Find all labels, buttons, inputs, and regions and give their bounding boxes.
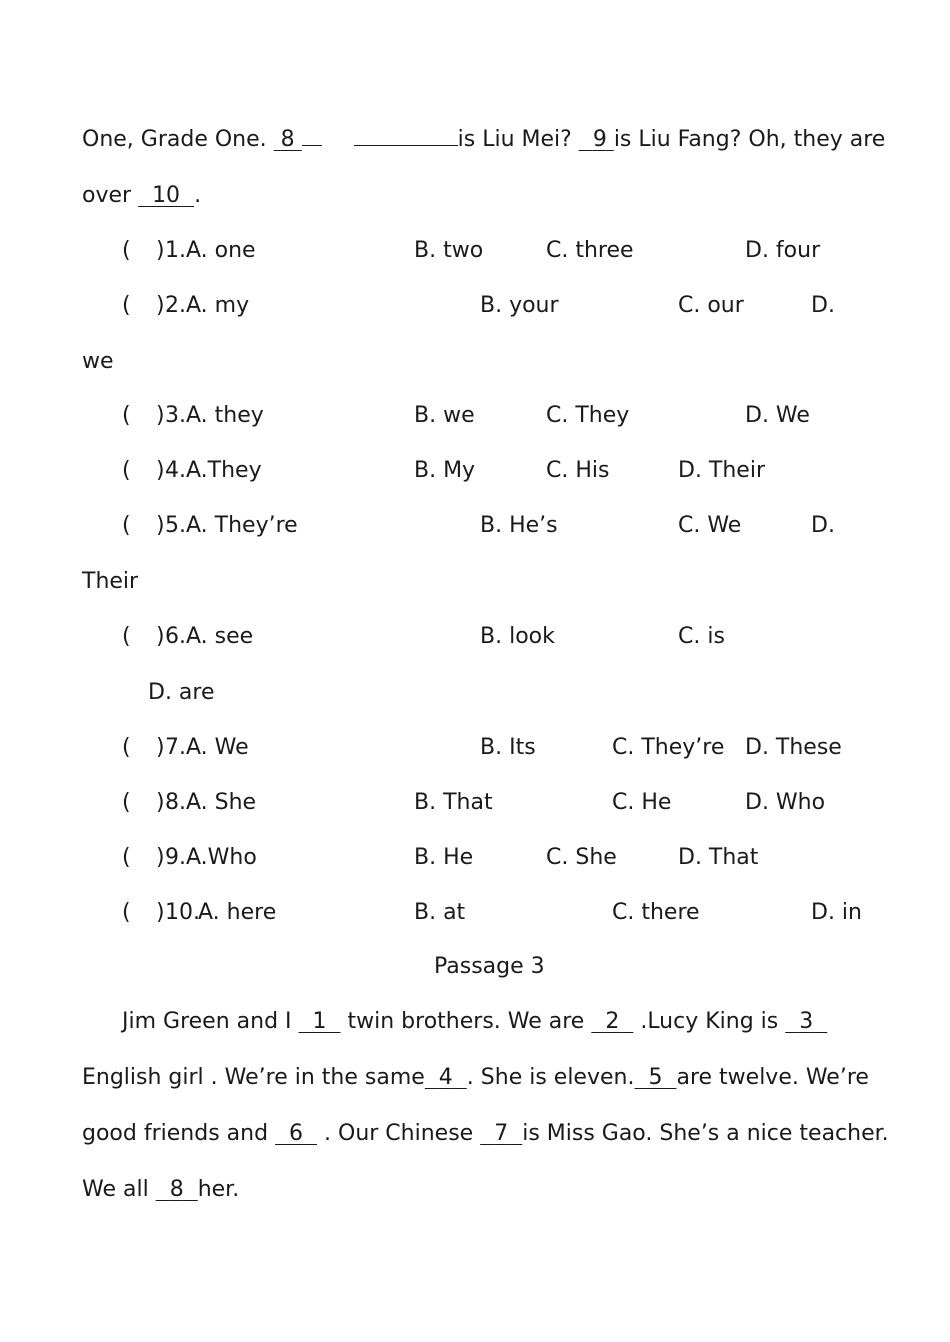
option-d: D. are bbox=[148, 680, 215, 705]
answer-bracket-open: ( bbox=[122, 790, 131, 815]
blank-9: 9 bbox=[592, 127, 607, 152]
blank-1: 1 bbox=[312, 1009, 327, 1034]
text: . Our Chinese bbox=[317, 1121, 481, 1146]
answer-bracket-close: ) bbox=[156, 513, 165, 538]
text: . She is eleven. bbox=[466, 1065, 635, 1090]
question-number: 1. bbox=[165, 238, 186, 263]
passage2-line-2 bbox=[82, 181, 201, 211]
option-d: D. bbox=[811, 513, 835, 538]
option-b: B. at bbox=[414, 900, 466, 925]
option-c: C. our bbox=[678, 293, 744, 318]
answer-bracket-close: ) bbox=[156, 735, 165, 760]
question-number: 5. bbox=[165, 513, 186, 538]
option-d-continued: Their bbox=[82, 569, 139, 594]
blank-8: 8 bbox=[169, 1177, 184, 1202]
option-c: C. She bbox=[546, 845, 617, 870]
answer-bracket-open: ( bbox=[122, 293, 131, 318]
option-d-continued: we bbox=[82, 349, 114, 374]
option-a: A. see bbox=[186, 624, 254, 649]
text: twin brothers. We are bbox=[340, 1009, 592, 1034]
option-d: D. Their bbox=[678, 458, 766, 483]
blank-2: 2 bbox=[605, 1009, 620, 1034]
question-number: 10. bbox=[165, 900, 200, 925]
answer-bracket-close: ) bbox=[156, 458, 165, 483]
blank-5: 5 bbox=[648, 1065, 663, 1090]
answer-bracket-close: ) bbox=[156, 293, 165, 318]
option-d: D. four bbox=[745, 238, 821, 263]
answer-bracket-close: ) bbox=[156, 238, 165, 263]
text: over bbox=[82, 183, 139, 208]
passage3-line-3 bbox=[82, 1119, 889, 1149]
option-d: D. in bbox=[811, 900, 862, 925]
blank-line bbox=[302, 125, 322, 146]
answer-bracket-close: ) bbox=[156, 900, 165, 925]
blank-4: 4 bbox=[438, 1065, 453, 1090]
option-d: D. That bbox=[678, 845, 759, 870]
passage2-line-1 bbox=[82, 125, 885, 155]
blank-10: 10 bbox=[152, 183, 181, 208]
answer-bracket-open: ( bbox=[122, 403, 131, 428]
answer-bracket-close: ) bbox=[156, 624, 165, 649]
question-number: 4. bbox=[165, 458, 186, 483]
text: One, Grade One. bbox=[82, 127, 274, 152]
option-d: D. We bbox=[745, 403, 810, 428]
text: is Liu Fang? Oh, they are bbox=[613, 127, 886, 152]
option-b: B. Its bbox=[480, 735, 536, 760]
option-c: C. He bbox=[612, 790, 672, 815]
option-b: B. your bbox=[480, 293, 559, 318]
passage3-line-4 bbox=[82, 1175, 239, 1205]
option-b: B. two bbox=[414, 238, 484, 263]
passage3-line-2 bbox=[82, 1063, 869, 1093]
answer-bracket-open: ( bbox=[122, 735, 131, 760]
text: . bbox=[194, 183, 202, 208]
answer-bracket-open: ( bbox=[122, 513, 131, 538]
option-d: D. bbox=[811, 293, 835, 318]
option-a: A. They’re bbox=[186, 513, 298, 538]
question-number: 7. bbox=[165, 735, 186, 760]
question-number: 2. bbox=[165, 293, 186, 318]
option-b: B. we bbox=[414, 403, 475, 428]
answer-bracket-open: ( bbox=[122, 458, 131, 483]
question-number: 3. bbox=[165, 403, 186, 428]
text: is Liu Mei? bbox=[457, 127, 579, 152]
text: is Miss Gao. She’s a nice teacher. bbox=[522, 1121, 889, 1146]
text: Jim Green and I bbox=[122, 1009, 299, 1034]
text: good friends and bbox=[82, 1121, 276, 1146]
option-a: A. they bbox=[186, 403, 264, 428]
blank-3: 3 bbox=[799, 1009, 814, 1034]
option-c: C. His bbox=[546, 458, 610, 483]
option-a: A. We bbox=[186, 735, 249, 760]
option-c: C. They’re bbox=[612, 735, 725, 760]
option-a: A.Who bbox=[186, 845, 257, 870]
passage3-line-1 bbox=[122, 1007, 827, 1037]
answer-bracket-close: ) bbox=[156, 403, 165, 428]
text: her. bbox=[197, 1177, 240, 1202]
option-b: B. That bbox=[414, 790, 493, 815]
option-b: B. He bbox=[414, 845, 474, 870]
option-b: B. look bbox=[480, 624, 555, 649]
option-b: B. He’s bbox=[480, 513, 558, 538]
question-number: 6. bbox=[165, 624, 186, 649]
answer-bracket-open: ( bbox=[122, 845, 131, 870]
question-number: 8. bbox=[165, 790, 186, 815]
answer-bracket-open: ( bbox=[122, 238, 131, 263]
option-a: A. one bbox=[186, 238, 256, 263]
option-c: C. three bbox=[546, 238, 634, 263]
option-c: C. They bbox=[546, 403, 630, 428]
option-c: C. We bbox=[678, 513, 742, 538]
answer-bracket-close: ) bbox=[156, 790, 165, 815]
blank-8: 8 bbox=[280, 127, 295, 152]
question-number: 9. bbox=[165, 845, 186, 870]
answer-bracket-open: ( bbox=[122, 900, 131, 925]
option-d: D. Who bbox=[745, 790, 826, 815]
text: English girl . We’re in the same bbox=[82, 1065, 425, 1090]
blank-7: 7 bbox=[494, 1121, 509, 1146]
text: are twelve. We’re bbox=[676, 1065, 869, 1090]
passage3-title: Passage 3 bbox=[434, 954, 545, 979]
option-a: A. She bbox=[186, 790, 257, 815]
option-d: D. These bbox=[745, 735, 842, 760]
option-a: A.They bbox=[186, 458, 262, 483]
answer-bracket-open: ( bbox=[122, 624, 131, 649]
option-c: C. is bbox=[678, 624, 725, 649]
blank-line bbox=[354, 125, 458, 146]
option-a: A. my bbox=[186, 293, 250, 318]
text: .Lucy King is bbox=[633, 1009, 786, 1034]
option-b: B. My bbox=[414, 458, 476, 483]
option-a: A. here bbox=[198, 900, 277, 925]
text: We all bbox=[82, 1177, 156, 1202]
answer-bracket-close: ) bbox=[156, 845, 165, 870]
option-c: C. there bbox=[612, 900, 700, 925]
blank-6: 6 bbox=[289, 1121, 304, 1146]
